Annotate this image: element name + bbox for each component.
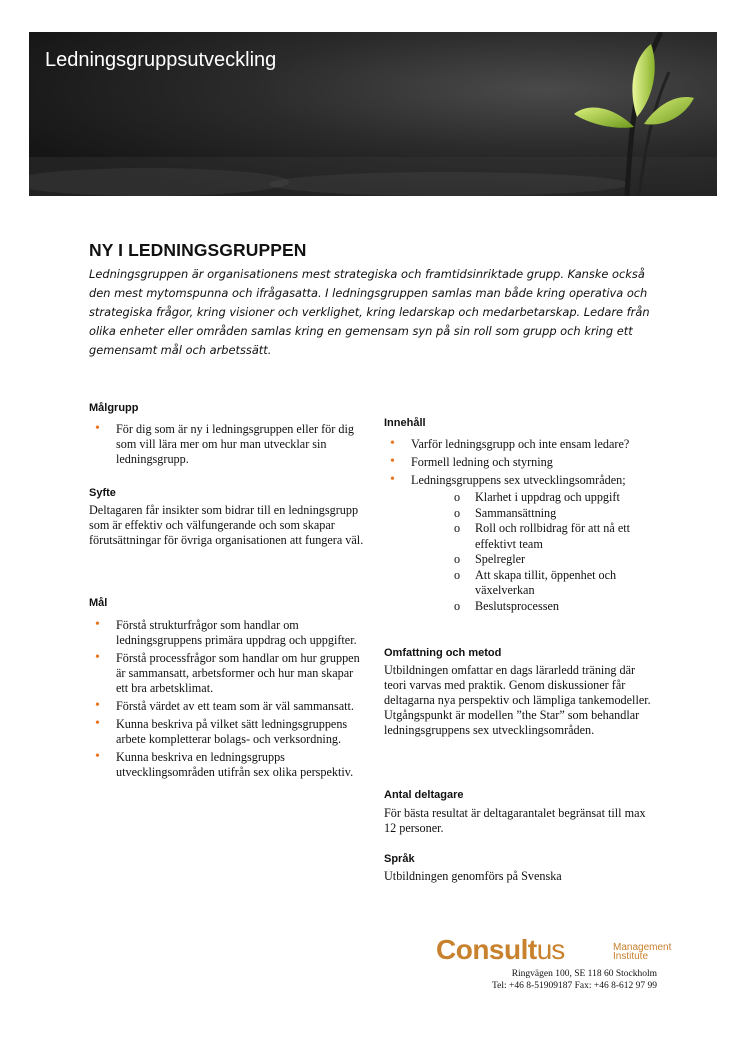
logo-main-text: Consult (436, 934, 537, 965)
innehall-list (390, 437, 670, 491)
list-item: • För dig som är ny i ledningsgruppen eller för dig som vill lära mer om hur man utvecklar sin ledningsgrupp. (95, 422, 365, 467)
mal-list (95, 618, 365, 783)
list-item: • Kunna beskriva på vilket sätt ledningsgruppens arbete kompletterar bolags- och verksordning. (95, 717, 365, 747)
sub-list-item: o Roll och rollbidrag för att nå ett effektivt team (454, 521, 654, 552)
sprak-text: Utbildningen genomförs på Svenska (384, 869, 562, 883)
list-item: • Förstå processfrågor som handlar om hur gruppen är sammansatt, arbetsformer och hur man skapar ett bra arbetsklimat. (95, 651, 365, 696)
syfte-text: Deltagaren får insikter som bidrar till en ledningsgrupp som är effektiv och välfungerande och som skapar förutsättningar för övriga organisationen att fungera väl. (89, 503, 364, 547)
sub-list-item: o Spelregler (454, 552, 654, 568)
sub-list-item: o Klarhet i uppdrag och uppgift (454, 490, 654, 506)
sub-list-item: o Beslutsprocessen (454, 599, 654, 615)
malgrupp-list (95, 422, 365, 470)
sub-list-item: o Att skapa tillit, öppenhet och växelverkan (454, 568, 654, 599)
logo-subtitle (613, 943, 671, 961)
banner-title: Ledningsgruppsutveckling (45, 49, 277, 71)
leaf-center-icon (632, 44, 654, 117)
omfattning-text: Utbildningen omfattar en dags lärarledd träning där teori varvas med praktik. Genom diskussioner får deltagarna nya perspektiv och lämpliga tankemodeller. Utgångspunkt är modellen ”the Star” som behandlar ledningsgruppens sex utvecklingsområden. (384, 663, 651, 737)
innehall-heading: Innehåll (384, 417, 426, 429)
list-item: • Förstå värdet av ett team som är väl sammansatt. (95, 699, 365, 714)
list-item: • Förstå strukturfrågor som handlar om ledningsgruppens primära uppdrag och uppgifter. (95, 618, 365, 648)
logo-line-1: Management (613, 942, 672, 953)
consultus-logo (436, 934, 672, 968)
leaf-left-icon (574, 108, 634, 128)
antal-text: För bästa resultat är deltagarantalet begränsat till max 12 personer. (384, 806, 646, 835)
page-title: NY I LEDNINGSGRUPPEN (89, 240, 307, 260)
logo-us-text: us (536, 934, 565, 965)
address-line: Ringvägen 100, SE 118 60 Stockholm (511, 969, 657, 979)
sprak-heading: Språk (384, 853, 415, 865)
list-item: • Formell ledning och styrning (390, 455, 670, 470)
list-item: • Kunna beskriva en ledningsgrupps utvecklingsområden utifrån sex olika perspektiv. (95, 750, 365, 780)
sub-list-item: o Sammansättning (454, 506, 654, 522)
intro-text: Ledningsgruppen är organisationens mest strategiska och framtidsinriktade grupp. Kanske också den mest mytomspunna och ifrågasatta. I ledningsgruppen samlas man både kring operativa och strategiska frågor, kring visioner och verklighet, kring ledarskap och medarbetarskap. Ledare från olika enheter eller områden samlas kring en gemensam syn på sin roll som grupp och kring ett gemensamt mål och arbetssätt. (89, 267, 650, 357)
mal-heading: Mål (89, 597, 108, 609)
list-item: • Ledningsgruppens sex utvecklingsområden; (390, 473, 670, 488)
header-banner (29, 32, 717, 196)
innehall-sublist (454, 490, 654, 614)
contact-line: Tel: +46 8-51909187 Fax: +46 8-612 97 99 (492, 981, 657, 991)
antal-heading: Antal deltagare (384, 789, 464, 801)
syfte-heading: Syfte (89, 487, 116, 499)
list-item: • Varför ledningsgrupp och inte ensam ledare? (390, 437, 670, 452)
leaf-right-icon (644, 97, 694, 125)
omfattning-heading: Omfattning och metod (384, 647, 502, 659)
logo-line-2: Institute (613, 951, 649, 962)
footer-address (492, 968, 657, 992)
malgrupp-heading: Målgrupp (89, 402, 139, 414)
